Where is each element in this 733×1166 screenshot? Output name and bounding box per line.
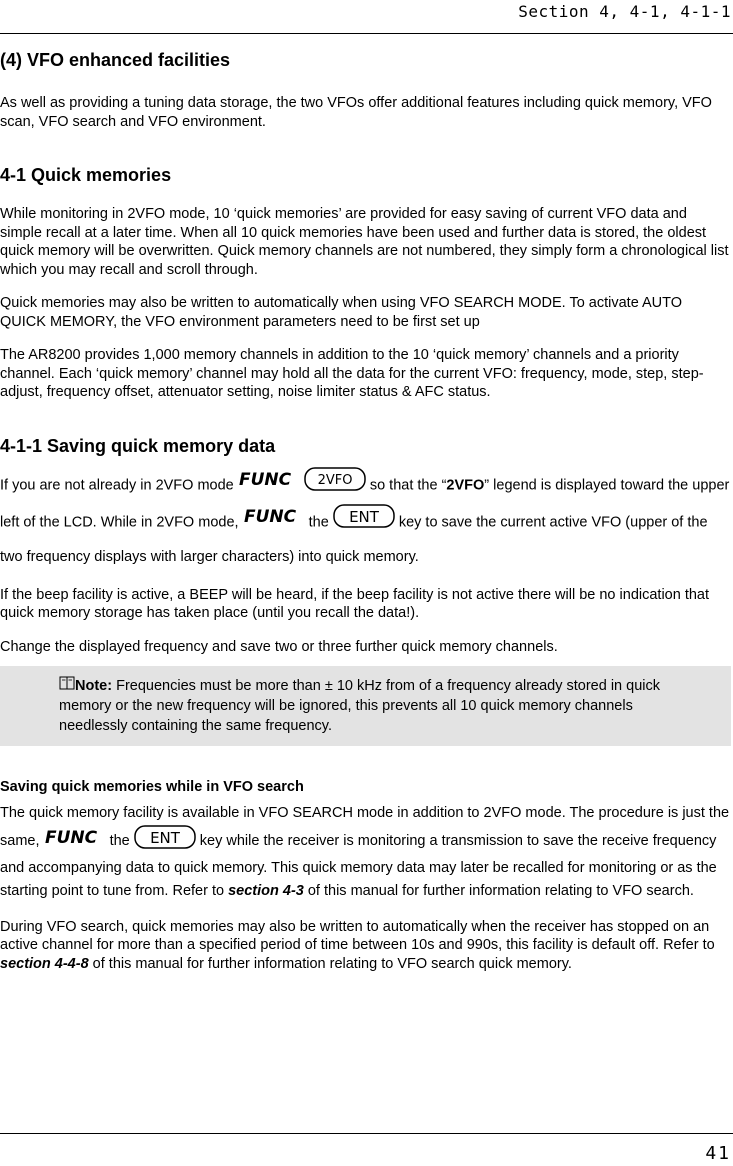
note-icon (59, 676, 75, 696)
section-4-1-1-heading: 4-1-1 Saving quick memory data (0, 435, 276, 456)
para-text: The quick memory facility is available in VFO SEARCH mode in addition to 2VFO mode. The procedure is just the same, (0, 804, 730, 849)
ent-key-label: ENT (348, 507, 379, 526)
section-4-heading: (4) VFO enhanced facilities (0, 50, 231, 70)
para-text: ” legend is displayed toward the upper left of the LCD. While in 2VFO mode, (0, 476, 730, 530)
section-4-1-1-para-2: If the beep facility is active, a BEEP will be heard, if the beep facility is not active there will be no indication that quick memory storage has taken place (until you recall the data!). (0, 586, 710, 621)
para-text: key to save the current active VFO (upper of the two frequency displays with larger characters) into quick memory. (0, 513, 708, 565)
section-4-1-heading: 4-1 Quick memories (0, 165, 172, 185)
header-rule (0, 33, 733, 34)
search-heading: Saving quick memories while in VFO search (0, 779, 304, 796)
para-text: the (109, 832, 130, 849)
ent-key-icon (333, 504, 395, 541)
para-text: the (308, 513, 329, 530)
vfo-key-icon (304, 467, 366, 504)
page-number: 41 (705, 1143, 731, 1164)
footer-rule (0, 1133, 733, 1134)
page-header (0, 0, 733, 36)
search-para-1 (0, 802, 731, 903)
section-4-1-1-para-1 (0, 467, 731, 574)
section-ref-link[interactable]: section 4-3 (228, 882, 304, 899)
section-ref-link[interactable]: section 4-4-8 (0, 955, 89, 972)
note-box (0, 666, 731, 746)
note-body: Frequencies must be more than ± 10 kHz from of a frequency already stored in quick memory or the new frequency will be ignored, this prevents all 10 quick memory channels needlessly containing the same frequency. (59, 678, 661, 735)
note-text (59, 676, 671, 736)
header-title: Section 4, 4-1, 4-1-1 (518, 2, 731, 21)
func-key-label: FUNC (238, 469, 291, 490)
func-key-label: FUNC (243, 506, 296, 527)
vfo-key-label: 2VFO (317, 472, 353, 488)
func-key-icon (243, 505, 305, 540)
para-text: If you are not already in 2VFO mode (0, 476, 234, 493)
para-text: of this manual for further information relating to VFO search. (303, 882, 694, 899)
para-text: key while the receiver is monitoring a transmission to save the receive frequency and accompanying data to quick memory. This quick memory data may later be recalled for monitoring or as the starting point to tune from. Refer to (0, 832, 717, 899)
func-key-icon (238, 468, 300, 503)
search-para-2 (0, 918, 731, 974)
ent-key-icon (134, 825, 196, 857)
para-bold: 2VFO (446, 476, 485, 493)
section-4-1-para-1: While monitoring in 2VFO mode, 10 ‘quick memories’ are provided for easy saving of current VFO data and simple recall at a later time. When all 10 quick memories have been used and further data is stored, the oldest quick memory will be overwritten. Quick memory channels are not numbered, they simply form a chronological list which you may recall and scroll through. (0, 206, 729, 278)
page-content (0, 50, 731, 973)
para-text: so that the “ (369, 476, 447, 493)
func-key-icon (44, 826, 106, 856)
para-text: of this manual for further information relating to VFO search quick memory. (88, 955, 572, 972)
section-4-1-1-para-3: Change the displayed frequency and save two or three further quick memory channels. (0, 638, 558, 655)
section-4-intro: As well as providing a tuning data storage, the two VFOs offer additional features including quick memory, VFO scan, VFO search and VFO environment. (0, 95, 712, 130)
note-label: Note: (75, 678, 113, 694)
func-key-label: FUNC (44, 827, 97, 848)
section-4-1-para-2: Quick memories may also be written to automatically when using VFO SEARCH MODE. To activate AUTO QUICK MEMORY, the VFO environment parameters need to be first set up (0, 295, 683, 330)
section-4-1-para-3: The AR8200 provides 1,000 memory channels in addition to the 10 ‘quick memory’ channels and a priority channel. Each ‘quick memory’ channel may hold all the data for the current VFO: frequency, mode, step, step-adjust, frequency offset, attenuator setting, noise limiter status & AFC status. (0, 347, 704, 400)
para-text: During VFO search, quick memories may also be written to automatically when the receiver has stopped on an active channel for more than a specified period of time between 10s and 990s, this facility is default off. Refer to (0, 918, 715, 954)
ent-key-label: ENT (149, 828, 180, 847)
